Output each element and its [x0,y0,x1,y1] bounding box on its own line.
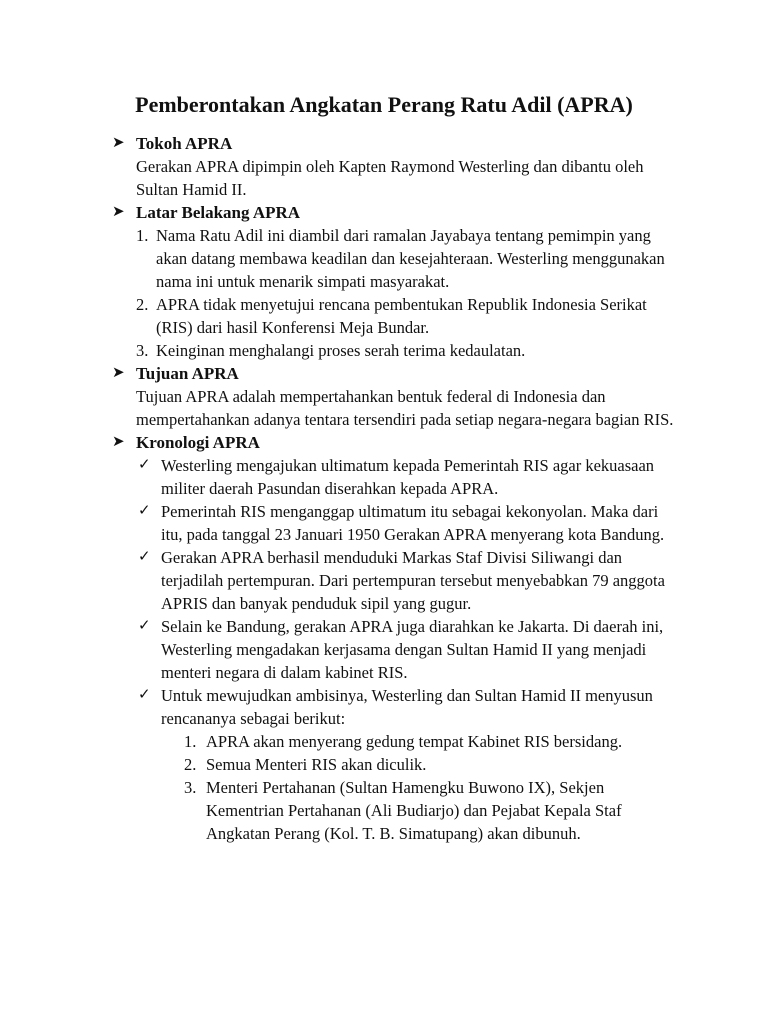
checklist-item-text: Untuk mewujudkan ambisinya, Westerling dan Sultan Hamid II menyusun rencananya sebagai berikut: [161,686,653,728]
checklist-item [112,454,682,500]
list-item [112,224,682,293]
list-item-text: APRA tidak menyetujui rencana pembentukan Republik Indonesia Serikat (RIS) dari hasil Konferensi Meja Bundar. [156,295,647,337]
plan-item-text: Semua Menteri RIS akan diculik. [206,755,427,774]
section-heading-text: Latar Belakang APRA [136,203,301,222]
section-heading-text: Tujuan APRA [136,364,239,383]
section-heading-text: Tokoh APRA [136,134,233,153]
list-number: 1. [136,226,149,245]
section-heading-text: Kronologi APRA [136,433,260,452]
list-number: 3. [136,341,149,360]
arrowhead-right-icon: ➤ [112,135,125,151]
checklist-item [112,684,682,730]
plan-item-text: APRA akan menyerang gedung tempat Kabinet RIS bersidang. [206,732,623,751]
checklist-item-text: Selain ke Bandung, gerakan APRA juga diarahkan ke Jakarta. Di daerah ini, Westerling mengadakan kerjasama dengan Sultan Hamid II yang menjadi menteri negara di dalam kabinet RIS. [161,617,664,682]
checkmark-icon: ✓ [138,457,151,473]
page-title: Pemberontakan Angkatan Perang Ratu Adil (APRA) [135,92,633,117]
arrowhead-right-icon: ➤ [112,434,125,450]
section-heading-latar [112,201,682,224]
list-number: 1. [184,732,197,751]
list-item [112,339,682,362]
checklist-item [112,500,682,546]
plan-list-item [112,753,682,776]
plan-list-item [112,776,682,845]
checklist-item-text: Westerling mengajukan ultimatum kepada Pemerintah RIS agar kekuasaan militer daerah Pasundan diserahkan kepada APRA. [161,456,655,498]
list-number: 2. [136,295,149,314]
checkmark-icon: ✓ [138,503,151,519]
arrowhead-right-icon: ➤ [112,365,125,381]
plan-item-text: Menteri Pertahanan (Sultan Hamengku Buwono IX), Sekjen Kementrian Pertahanan (Ali Budiarjo) dan Pejabat Kepala Staf Angkatan Perang (Kol. T. B. Simatupang) akan dibunuh. [206,778,622,843]
document-body [112,132,682,845]
checkmark-icon: ✓ [138,618,151,634]
list-number: 3. [184,778,197,797]
list-item-text: Keinginan menghalangi proses serah terima kedaulatan. [156,341,526,360]
checklist-item-text: Gerakan APRA berhasil menduduki Markas Staf Divisi Siliwangi dan terjadilah pertempuran. Dari pertempuran tersebut menyebabkan 79 anggota APRIS dan banyak penduduk sipil yang gugur. [161,548,665,613]
section-paragraph-tujuan: Tujuan APRA adalah mempertahankan bentuk federal di Indonesia dan mempertahankan adanya tentara tersendiri pada setiap negara-negara bagian RIS. [136,387,674,429]
section-heading-kronologi [112,431,682,454]
list-item [112,293,682,339]
list-number: 2. [184,755,197,774]
checkmark-icon: ✓ [138,549,151,565]
section-heading-tujuan [112,362,682,385]
checklist-item [112,615,682,684]
plan-list-item [112,730,682,753]
checkmark-icon: ✓ [138,687,151,703]
list-item-text: Nama Ratu Adil ini diambil dari ramalan Jayabaya tentang pemimpin yang akan datang membawa keadilan dan kesejahteraan. Westerling menggunakan nama ini untuk menarik simpati masyarakat. [156,226,665,291]
section-paragraph-tokoh: Gerakan APRA dipimpin oleh Kapten Raymond Westerling dan dibantu oleh Sultan Hamid II. [136,157,644,199]
checklist-item-text: Pemerintah RIS menganggap ultimatum itu sebagai kekonyolan. Maka dari itu, pada tanggal 23 Januari 1950 Gerakan APRA menyerang kota Bandung. [161,502,665,544]
checklist-item [112,546,682,615]
section-heading-tokoh [112,132,682,155]
arrowhead-right-icon: ➤ [112,204,125,220]
